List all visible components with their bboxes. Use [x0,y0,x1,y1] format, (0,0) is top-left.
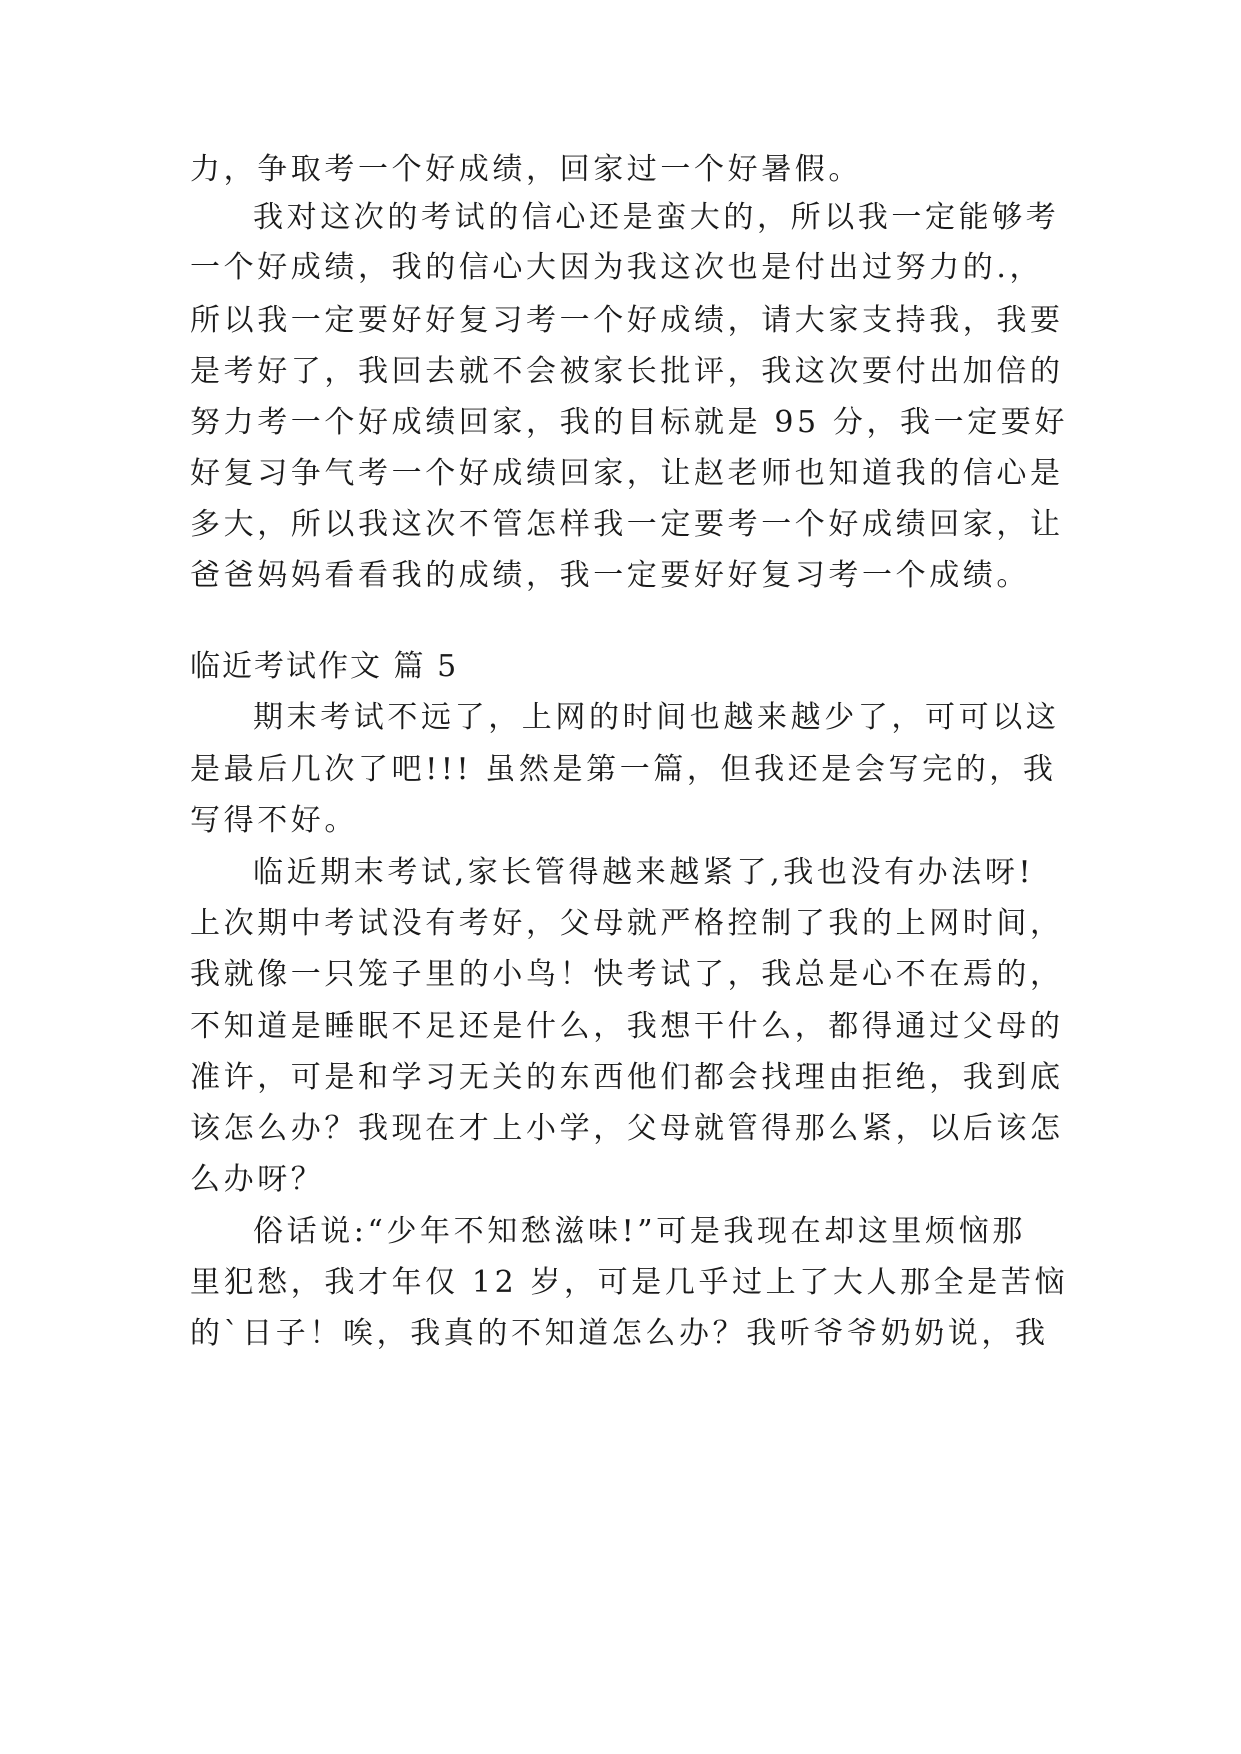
text-line: 是最后几次了吧!!! 虽然是第一篇，但我还是会写完的，我 [190,752,1057,787]
text-line: 写得不好。 [190,803,358,838]
text-line: 里犯愁，我才年仅 12 岁，可是几乎过上了大人那全是苦恼 [190,1265,1069,1300]
paragraph-first-line: 期末考试不远了，上网的时间也越来越少了，可可以这 [253,700,1060,735]
text-line: 好复习争气考一个好成绩回家，让赵老师也知道我的信心是 [190,456,1064,491]
text-line: 一个好成绩，我的信心大因为我这次也是付出过努力的.， [190,250,1044,285]
text-line: 努力考一个好成绩回家，我的目标就是 95 分，我一定要好 [190,405,1069,440]
text-line: 准许，可是和学习无关的东西他们都会找理由拒绝，我到底 [190,1060,1064,1095]
text-line: 不知道是睡眠不足还是什么，我想干什么，都得通过父母的 [190,1009,1064,1044]
paragraph-first-line: 临近期末考试,家长管得越来越紧了,我也没有办法呀! [253,855,1035,890]
section-heading: 临近考试作文 篇 5 [190,649,459,684]
paragraph-first-line: 我对这次的考试的信心还是蛮大的，所以我一定能够考 [253,200,1060,235]
paragraph-first-line: 俗话说:“少年不知愁滋味!”可是我现在却这里烦恼那 [253,1214,1026,1249]
text-line: 的`日子！唉，我真的不知道怎么办？我听爷爷奶奶说，我 [190,1316,1049,1351]
text-line: 多大，所以我这次不管怎样我一定要考一个好成绩回家，让 [190,507,1064,542]
text-line: 上次期中考试没有考好，父母就严格控制了我的上网时间， [190,906,1064,941]
text-line: 么办呀？ [190,1162,325,1197]
text-line: 该怎么办？我现在才上小学，父母就管得那么紧，以后该怎 [190,1111,1064,1146]
text-line: 力，争取考一个好成绩，回家过一个好暑假。 [190,152,862,187]
text-line: 是考好了，我回去就不会被家长批评，我这次要付出加倍的 [190,354,1064,389]
text-line: 所以我一定要好好复习考一个好成绩，请大家支持我，我要 [190,303,1064,338]
text-line: 我就像一只笼子里的小鸟！快考试了，我总是心不在焉的， [190,957,1064,992]
text-line: 爸爸妈妈看看我的成绩，我一定要好好复习考一个成绩。 [190,558,1030,593]
